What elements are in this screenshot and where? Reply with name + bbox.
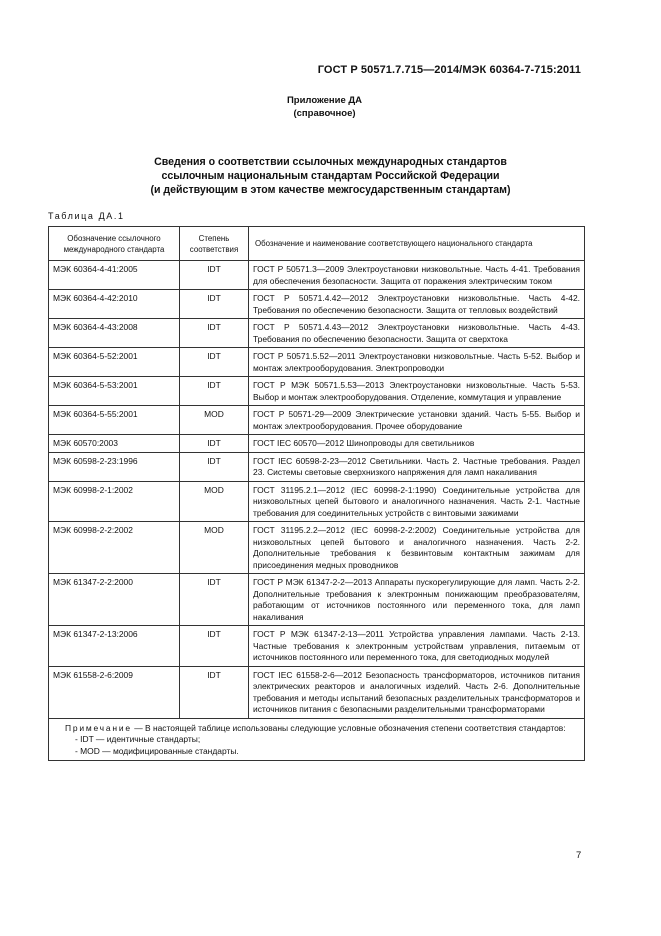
title-line: (и действующим в этом качестве межгосударственным стандартам)	[150, 184, 511, 196]
degree-cell: MOD	[180, 522, 249, 574]
table-row	[49, 435, 585, 453]
intl-standard-cell: МЭК 60364-4-41:2005	[49, 261, 180, 290]
degree-cell: MOD	[180, 481, 249, 522]
national-standard-cell: ГОСТ Р МЭК 61347-2-2—2013 Аппараты пускорегулирующие для ламп. Часть 2-2. Дополнительные требования к электронным понижающим преобразователям, работающим от источников постоянного или переменного тока, для ламп накаливания	[249, 574, 585, 626]
national-standard-cell: ГОСТ IEC 60570—2012 Шинопроводы для светильников	[249, 435, 585, 453]
national-standard-cell: ГОСТ Р 50571.4.42—2012 Электроустановки низковольтные. Часть 4-42. Требования по обеспечению безопасности. Защита от тепловых воздействий	[249, 290, 585, 319]
table-row	[49, 666, 585, 718]
document-header: ГОСТ Р 50571.7.715—2014/МЭК 60364-7-715:2011	[317, 64, 581, 76]
table-row	[49, 481, 585, 522]
note-label: Примечание	[65, 722, 132, 733]
degree-cell: IDT	[180, 435, 249, 453]
national-standard-cell: ГОСТ IEC 60598-2-23—2012 Светильники. Часть 2. Частные требования. Раздел 23. Системы световые сверхнизкого напряжения для ламп накаливания	[249, 452, 585, 481]
degree-cell: IDT	[180, 377, 249, 406]
table-label: Таблица ДА.1	[48, 211, 125, 221]
national-standard-cell: ГОСТ Р 50571.5.52—2011 Электроустановки низковольтные. Часть 5-52. Выбор и монтаж электрооборудования. Электропроводки	[249, 348, 585, 377]
table-row	[49, 574, 585, 626]
appendix-subtitle: (справочное)	[293, 108, 356, 119]
intl-standard-cell: МЭК 60998-2-1:2002	[49, 481, 180, 522]
national-standard-cell: ГОСТ Р МЭК 61347-2-13—2011 Устройства управления лампами. Часть 2-13. Частные требования к электронным устройствам управления, питаемым от источников постоянного или переменного тока, для светодиодных модулей	[249, 626, 585, 667]
note-item: - MOD — модифицированные стандарты.	[75, 745, 239, 756]
national-standard-cell: ГОСТ Р 50571.3—2009 Электроустановки низковольтные. Часть 4-41. Требования для обеспечения безопасности. Защита от поражения электрическим током	[249, 261, 585, 290]
degree-cell: IDT	[180, 290, 249, 319]
intl-standard-cell: МЭК 60570:2003	[49, 435, 180, 453]
table-row	[49, 319, 585, 348]
column-header-national: Обозначение и наименование соответствующего национального стандарта	[249, 227, 585, 261]
column-header-degree: Степень соответствия	[180, 227, 249, 261]
degree-cell: IDT	[180, 348, 249, 377]
degree-cell: IDT	[180, 574, 249, 626]
title-line: Сведения о соответствии ссылочных международных стандартов	[154, 156, 507, 168]
intl-standard-cell: МЭК 60598-2-23:1996	[49, 452, 180, 481]
table-row	[49, 522, 585, 574]
national-standard-cell: ГОСТ IEC 61558-2-6—2012 Безопасность трансформаторов, источников питания электрических реакторов и аналогичных изделий. Часть 2-6. Дополнительные требования и методы испытаний безопасных разделительных трансформаторов и источников питания с безопасными разделительными трансформаторами	[249, 666, 585, 718]
degree-cell: IDT	[180, 626, 249, 667]
table-row	[49, 261, 585, 290]
table-row	[49, 290, 585, 319]
national-standard-cell: ГОСТ 31195.2.2—2012 (IEC 60998-2-2:2002) Соединительные устройства для низковольтных цепей бытового и аналогичного назначения. Часть 2-2. Дополнительные требования к безвинтовым контактным зажимам для присоединения медных проводников	[249, 522, 585, 574]
title-line: ссылочным национальным стандартам Российской Федерации	[161, 170, 500, 182]
national-standard-cell: ГОСТ Р 50571.4.43—2012 Электроустановки низковольтные. Часть 4-43. Требования по обеспечению безопасности. Защита от сверхтока	[249, 319, 585, 348]
section-title	[60, 155, 601, 197]
table-row	[49, 452, 585, 481]
intl-standard-cell: МЭК 60364-5-52:2001	[49, 348, 180, 377]
table-row	[49, 406, 585, 435]
national-standard-cell: ГОСТ 31195.2.1—2012 (IEC 60998-2-1:1990) Соединительные устройства для низковольтных цепей бытового и аналогичного назначения. Часть 2-1. Частные требования для соединительных устройств с винтовыми зажимами	[249, 481, 585, 522]
intl-standard-cell: МЭК 60364-5-53:2001	[49, 377, 180, 406]
intl-standard-cell: МЭК 60998-2-2:2002	[49, 522, 180, 574]
table-note	[49, 718, 585, 761]
national-standard-cell: ГОСТ Р 50571-29—2009 Электрические установки зданий. Часть 5-55. Выбор и монтаж электрооборудования. Прочее оборудование	[249, 406, 585, 435]
degree-cell: IDT	[180, 319, 249, 348]
degree-cell: IDT	[180, 666, 249, 718]
intl-standard-cell: МЭК 61347-2-2:2000	[49, 574, 180, 626]
table-row	[49, 626, 585, 667]
note-text: — В настоящей таблице использованы следующие условные обозначения степени соответствия стандартов:	[134, 722, 566, 733]
intl-standard-cell: МЭК 60364-4-43:2008	[49, 319, 180, 348]
appendix-heading	[0, 94, 661, 120]
intl-standard-cell: МЭК 61347-2-13:2006	[49, 626, 180, 667]
correspondence-table	[48, 226, 585, 761]
degree-cell: IDT	[180, 261, 249, 290]
column-header-intl: Обозначение ссылочного международного стандарта	[49, 227, 180, 261]
intl-standard-cell: МЭК 60364-4-42:2010	[49, 290, 180, 319]
intl-standard-cell: МЭК 61558-2-6:2009	[49, 666, 180, 718]
national-standard-cell: ГОСТ Р МЭК 50571.5.53—2013 Электроустановки низковольтные. Часть 5-53. Выбор и монтаж электрооборудования. Отделение, коммутация и управление	[249, 377, 585, 406]
table-row	[49, 348, 585, 377]
degree-cell: IDT	[180, 452, 249, 481]
appendix-title: Приложение ДА	[286, 95, 363, 106]
note-item: - IDT — идентичные стандарты;	[75, 734, 201, 744]
table-row	[49, 377, 585, 406]
page-number: 7	[576, 850, 582, 861]
intl-standard-cell: МЭК 60364-5-55:2001	[49, 406, 180, 435]
table-body	[49, 261, 585, 719]
degree-cell: MOD	[180, 406, 249, 435]
